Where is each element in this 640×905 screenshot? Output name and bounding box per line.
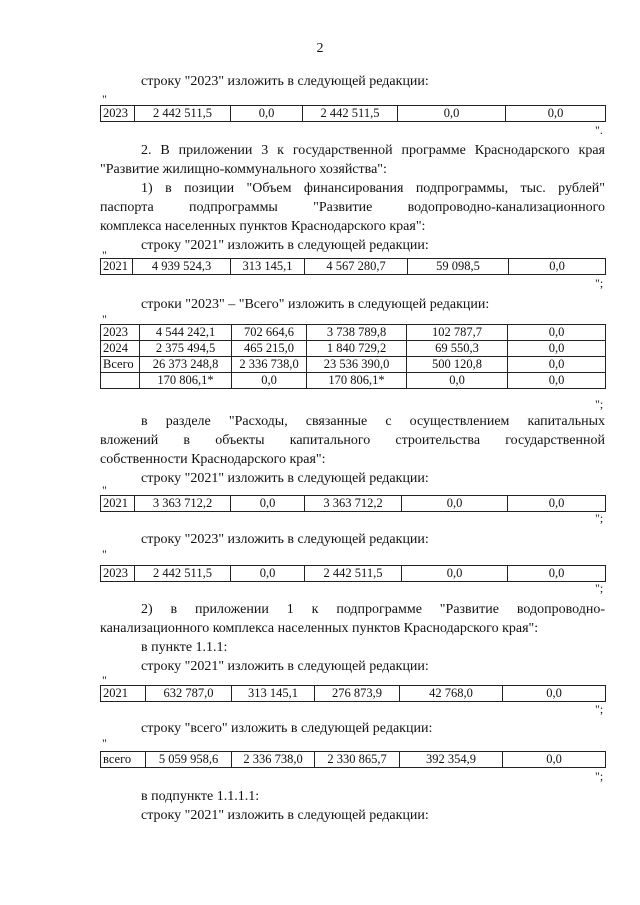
value-cell: 2 336 738,0 bbox=[232, 752, 315, 768]
row-label-cell: 2021 bbox=[101, 496, 135, 512]
value-cell: 102 787,7 bbox=[407, 325, 508, 341]
table-row bbox=[101, 373, 606, 389]
text-line: в подпункте 1.1.1.1: bbox=[141, 789, 260, 804]
value-cell: 313 145,1 bbox=[232, 686, 315, 702]
page-number: 2 bbox=[316, 41, 324, 56]
open-quote: " bbox=[102, 673, 107, 687]
value-cell: 0,0 bbox=[503, 686, 606, 702]
paragraph-line: "Развитие жилищно-коммунального хозяйства": bbox=[100, 162, 387, 177]
value-cell: 276 873,9 bbox=[315, 686, 400, 702]
value-cell: 3 738 789,8 bbox=[307, 325, 407, 341]
value-cell: 0,0 bbox=[231, 496, 305, 512]
open-quote: " bbox=[102, 547, 107, 561]
row-label-cell: 2023 bbox=[101, 106, 135, 122]
value-cell: 313 145,1 bbox=[231, 259, 305, 275]
value-cell: 0,0 bbox=[232, 373, 307, 389]
value-cell: 0,0 bbox=[508, 341, 606, 357]
text-line: в пункте 1.1.1: bbox=[141, 640, 228, 655]
value-cell: 392 354,9 bbox=[400, 752, 503, 768]
value-cell: 0,0 bbox=[506, 106, 606, 122]
table-row bbox=[101, 496, 606, 512]
row-label-cell: 2021 bbox=[101, 686, 146, 702]
row-label-cell: 2023 bbox=[101, 325, 140, 341]
table-6 bbox=[100, 685, 606, 702]
value-cell: 69 550,3 bbox=[407, 341, 508, 357]
value-cell: 702 664,6 bbox=[232, 325, 307, 341]
value-cell: 2 442 511,5 bbox=[303, 106, 398, 122]
text-line: строку "2021" изложить в следующей редакции: bbox=[141, 471, 429, 486]
value-cell: 2 330 865,7 bbox=[315, 752, 400, 768]
open-quote: " bbox=[102, 248, 107, 262]
table-2 bbox=[100, 258, 606, 275]
value-cell: 0,0 bbox=[508, 373, 606, 389]
value-cell: 500 120,8 bbox=[407, 357, 508, 373]
table-7 bbox=[100, 751, 606, 768]
open-quote: " bbox=[102, 312, 107, 326]
close-quote: "; bbox=[595, 276, 604, 290]
paragraph-line: собственности Краснодарского края": bbox=[100, 452, 326, 467]
value-cell: 42 768,0 bbox=[400, 686, 503, 702]
text-line: строку "2023" изложить в следующей редакции: bbox=[141, 532, 429, 547]
paragraph-line: паспорта подпрограммы "Развитие водопроводно-канализационного bbox=[100, 200, 605, 215]
row-label-cell bbox=[101, 373, 140, 389]
paragraph-line: канализационного комплекса населенных пунктов Краснодарского края": bbox=[100, 621, 539, 636]
value-cell: 2 442 511,5 bbox=[305, 566, 402, 582]
table-row bbox=[101, 686, 606, 702]
value-cell: 0,0 bbox=[402, 566, 508, 582]
row-label-cell: 2024 bbox=[101, 341, 140, 357]
row-label-cell: всего bbox=[101, 752, 146, 768]
value-cell: 0,0 bbox=[231, 106, 303, 122]
close-quote: "; bbox=[595, 511, 604, 525]
value-cell: 3 363 712,2 bbox=[135, 496, 231, 512]
value-cell: 465 215,0 bbox=[232, 341, 307, 357]
open-quote: " bbox=[102, 92, 107, 106]
value-cell: 2 442 511,5 bbox=[135, 566, 231, 582]
paragraph-line: 1) в позиции "Объем финансирования подпрограммы, тыс. рублей" bbox=[141, 181, 605, 196]
paragraph-line: в разделе "Расходы, связанные с осуществлением капитальных bbox=[141, 414, 605, 429]
table-5 bbox=[100, 565, 606, 582]
text-line: строку "2021" изложить в следующей редакции: bbox=[141, 238, 429, 253]
value-cell: 0,0 bbox=[407, 373, 508, 389]
value-cell: 0,0 bbox=[509, 259, 606, 275]
table-row bbox=[101, 752, 606, 768]
value-cell: 1 840 729,2 bbox=[307, 341, 407, 357]
value-cell: 0,0 bbox=[402, 496, 508, 512]
row-label-cell: 2023 bbox=[101, 566, 135, 582]
value-cell: 26 373 248,8 bbox=[140, 357, 232, 373]
value-cell: 4 544 242,1 bbox=[140, 325, 232, 341]
paragraph-line: комплекса населенных пунктов Краснодарского края": bbox=[100, 219, 426, 234]
paragraph-line: 2. В приложении 3 к государственной программе Краснодарского края bbox=[141, 143, 605, 158]
value-cell: 0,0 bbox=[508, 496, 606, 512]
row-label-cell: Всего bbox=[101, 357, 140, 373]
close-quote: ". bbox=[595, 123, 603, 137]
value-cell: 170 806,1* bbox=[140, 373, 232, 389]
paragraph-line: вложений в объекты капитального строительства государственной bbox=[100, 433, 605, 448]
text-line: строку "2023" изложить в следующей редакции: bbox=[141, 74, 429, 89]
table-row bbox=[101, 106, 606, 122]
text-line: строки "2023" – "Всего" изложить в следующей редакции: bbox=[141, 297, 490, 312]
open-quote: " bbox=[102, 736, 107, 750]
close-quote: "; bbox=[595, 769, 604, 783]
table-row bbox=[101, 325, 606, 341]
value-cell: 2 336 738,0 bbox=[232, 357, 307, 373]
row-label-cell: 2021 bbox=[101, 259, 133, 275]
value-cell: 4 567 280,7 bbox=[305, 259, 408, 275]
value-cell: 23 536 390,0 bbox=[307, 357, 407, 373]
value-cell: 632 787,0 bbox=[146, 686, 232, 702]
value-cell: 0,0 bbox=[508, 357, 606, 373]
value-cell: 0,0 bbox=[398, 106, 506, 122]
value-cell: 4 939 524,3 bbox=[133, 259, 231, 275]
value-cell: 0,0 bbox=[503, 752, 606, 768]
table-row bbox=[101, 357, 606, 373]
table-row bbox=[101, 341, 606, 357]
table-3 bbox=[100, 324, 606, 389]
close-quote: "; bbox=[595, 702, 604, 716]
value-cell: 0,0 bbox=[508, 325, 606, 341]
value-cell: 170 806,1* bbox=[307, 373, 407, 389]
value-cell: 0,0 bbox=[231, 566, 305, 582]
close-quote: "; bbox=[595, 397, 604, 411]
text-line: строку "всего" изложить в следующей редакции: bbox=[141, 721, 433, 736]
paragraph-line: 2) в приложении 1 к подпрограмме "Развитие водопроводно- bbox=[141, 602, 605, 617]
value-cell: 5 059 958,6 bbox=[146, 752, 232, 768]
table-row bbox=[101, 259, 606, 275]
value-cell: 0,0 bbox=[508, 566, 606, 582]
table-row bbox=[101, 566, 606, 582]
value-cell: 2 375 494,5 bbox=[140, 341, 232, 357]
text-line: строку "2021" изложить в следующей редакции: bbox=[141, 808, 429, 823]
value-cell: 59 098,5 bbox=[408, 259, 509, 275]
value-cell: 2 442 511,5 bbox=[135, 106, 231, 122]
open-quote: " bbox=[102, 483, 107, 497]
value-cell: 3 363 712,2 bbox=[305, 496, 402, 512]
text-line: строку "2021" изложить в следующей редакции: bbox=[141, 659, 429, 674]
table-4 bbox=[100, 495, 606, 512]
table-1 bbox=[100, 105, 606, 122]
close-quote: "; bbox=[595, 581, 604, 595]
